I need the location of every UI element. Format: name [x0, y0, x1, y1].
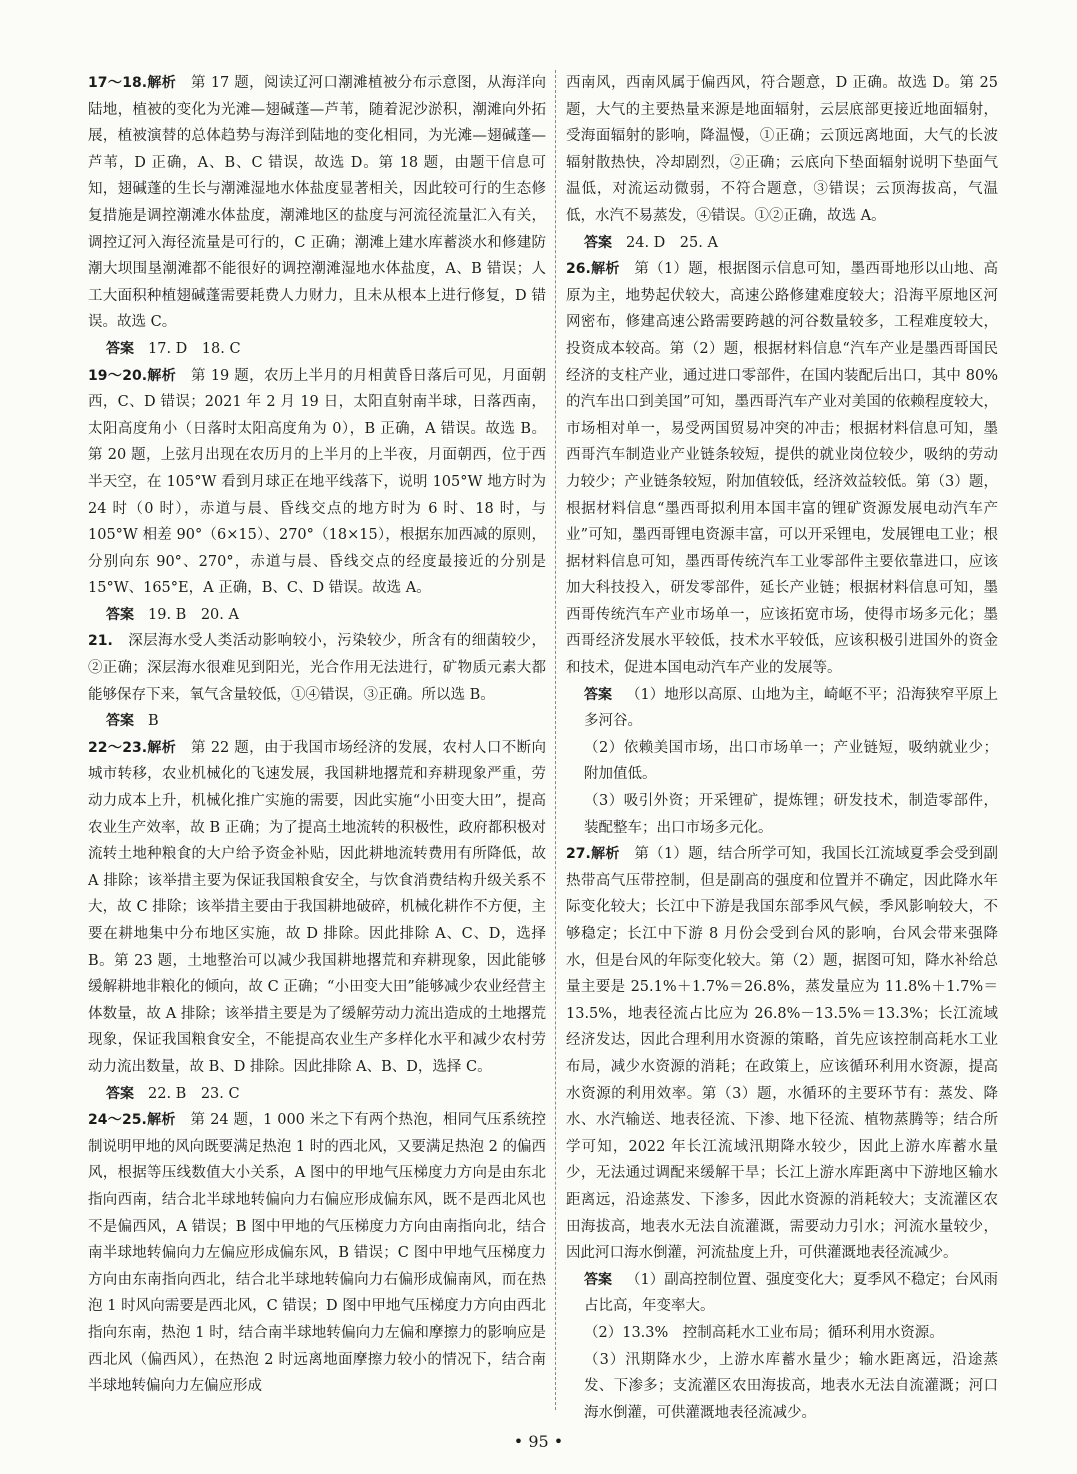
analysis-tag: 解析 [147, 367, 177, 384]
question-number: 24～25. [88, 1112, 147, 1129]
q24-25-continued-block [566, 70, 998, 256]
question-number: 19～20. [88, 367, 148, 384]
analysis-tag: 解析 [590, 261, 620, 278]
q17-18-answer [106, 336, 546, 363]
answer-tag: 答案 [106, 713, 134, 730]
q26-analysis [566, 256, 998, 682]
answer-tag: 答案 [584, 686, 613, 703]
answer-tag: 答案 [584, 234, 612, 251]
question-number: 21. [88, 633, 113, 650]
q26-answer-1 [584, 682, 998, 735]
question-number: 26. [566, 261, 591, 278]
q24-25-analysis [88, 1107, 546, 1400]
q27-answer-1 [584, 1267, 998, 1320]
analysis-text: 第 17 题，阅读辽河口潮滩植被分布示意图，从海洋向陆地，植被的变化为光滩—翅碱蓬—芦苇，随着泥沙淤积，潮滩向外拓展，植被演替的总体趋势与海洋到陆地的变化相同，为光滩—翅碱蓬—芦苇，D 正确，A、B、C 错误，故选 D。第 18 题，由题干信息可知，翅碱蓬的生长与潮滩湿地水体盐度显著相关，因此较可行的生态修复措施是调控潮滩水体盐度，潮滩地区的盐度与河流径流量汇入有关，调控辽河入海径流量是可行的，C 正确；潮滩上建水库蓄淡水和修建防潮大坝围垦潮滩都不能很好的调控潮滩湿地水体盐度，A、B 错误；人工大面积种植翅碱蓬需要耗费人力财力，且未从根本上进行修复，D 错误。故选 C。 [88, 75, 547, 331]
q27-answer-2: （2）13.3% 控制高耗水工业布局；循环利用水资源。 [584, 1324, 944, 1341]
analysis-tag: 解析 [147, 75, 177, 91]
answer-text: （1）副高控制位置、强度变化大；夏季风不稳定；台风雨占比高，年变率大。 [584, 1271, 999, 1315]
q21-analysis [88, 628, 546, 708]
q24-25-block [88, 1107, 546, 1400]
q22-23-analysis [88, 735, 546, 1081]
answer-text: 17. D 18. C [148, 340, 241, 357]
right-column [566, 70, 998, 1426]
q27-answer-3: （3）汛期降水少，上游水库蓄水量少；输水距离远，沿途蒸发、下渗多；支流灌区农田海拔高，地表水无法自流灌溉；河口海水倒灌，可供灌溉地表径流减少。 [584, 1351, 998, 1421]
analysis-text: 第（1）题，根据图示信息可知，墨西哥地形以山地、高原为主，地势起伏较大，高速公路修建难度较大；沿海平原地区河网密布，修建高速公路需要跨越的河谷数量较多，工程难度较大，投资成本较高。第（2）题，根据材料信息“汽车产业是墨西哥国民经济的支柱产业，通过进口零部件，在国内装配后出口，其中 80% 的汽车出口到美国”可知，墨西哥汽车产业对美国的依赖程度较大，市场相对单一，易受两国贸易冲突的冲击；根据材料信息可知，墨西哥汽车制造业产业链条较短，提供的就业岗位较少，吸纳的劳动力较少；产业链条较短，附加值较低，经济效益较低。第（3）题，根据材料信息“墨西哥拟利用本国丰富的锂矿资源发展电动汽车产业”可知，墨西哥锂电资源丰富，可以开采锂电，发展锂电工业；根据材料信息可知，墨西哥传统汽车工业零部件主要依靠进口，应该加大科技投入，研发零部件，延长产业链；根据材料信息可知，墨西哥传统汽车产业市场单一，应该拓宽市场，使得市场多元化；墨西哥经济发展水平较低，技术水平较低，应该积极引进国外的资金和技术，促进本国电动汽车产业的发展等。 [566, 261, 999, 677]
answer-tag: 答案 [106, 340, 134, 357]
analysis-tag: 解析 [147, 739, 177, 756]
q27-block [566, 841, 998, 1426]
analysis-tag: 解析 [146, 1112, 176, 1129]
left-column [88, 70, 546, 1400]
q22-23-block [88, 735, 546, 1107]
q24-25-analysis-continued: 西南风，西南风属于偏西风，符合题意，D 正确。故选 D。第 25 题，大气的主要热量来源是地面辐射，云层底部更接近地面辐射，受海面辐射的影响，降温慢，①正确；云顶远离地面，大气的长波辐射散热快，冷却剧烈，②正确；云底向下垫面辐射说明下垫面气温低，对流运动微弱，不符合题意，③错误；云顶海拔高，气温低，水汽不易蒸发，④错误。①②正确，故选 A。 [566, 75, 998, 224]
analysis-text: 第（1）题，结合所学可知，我国长江流域夏季会受到副热带高气压带控制，但是副高的强度和位置并不确定，因此降水年际变化较大；长江中下游是我国东部季风气候，季风影响较大，不够稳定；长江中下游 8 月份会受到台风的影响，台风会带来强降水，但是台风的年际变化较大。第（2）题，据图可知，降水补给总量主要是 25.1%＋1.7%＝26.8%，蒸发量应为 11.8%＋1.7%＝13.5%，地表径流占比应为 26.8%－13.5%＝13.3%；长江流域经济发达，因此合理利用水资源的策略，首先应该控制高耗水工业布局，减少水资源的消耗；在政策上，应该循环利用水资源，提高水资源的利用效率。第（3）题，水循环的主要环节有：蒸发、降水、水汽输送、地表径流、下渗、地下径流、植物蒸腾等；结合所学可知，2022 年长江流域汛期降水较少，因此上游水库蓄水量少，无法通过调配来缓解干旱；长江上游水库距离中下游地区输水距离远，沿途蒸发、下渗多，因此水资源的消耗较大；支流灌区农田海拔高，地表水无法自流灌溉，需要动力引水；河流水量较少，因此河口海水倒灌，河流盐度上升，可供灌溉地表径流减少。 [566, 846, 999, 1262]
page-number: • 95 • [513, 1432, 564, 1451]
answer-tag: 答案 [106, 606, 134, 623]
analysis-text: 第 19 题，农历上半月的月相黄昏日落后可见，月面朝西，C、D 错误；2021 年 2 月 19 日，太阳直射南半球，日落西南，太阳高度角小（日落时太阳高度角为 0），B 正确，A 错误。故选 B。第 20 题，上弦月出现在农历月的上半月的上半夜，月面朝西，位于西半天空，在 105°W 看到月球正在地平线落下，说明 105°W 地方时为 24 时（0 时），赤道与晨、昏线交点的地方时为 6 时、18 时，与 105°W 相差 90°（6×15）、270°（18×15），根据东加西减的原则，分别向东 90°、270°，赤道与晨、昏线交点的经度最接近的分别是 15°W、165°E，A 正确，B、C、D 错误。故选 A。 [88, 367, 547, 597]
q19-20-block [88, 363, 546, 629]
q21-answer [106, 708, 546, 735]
question-number: 17～18. [88, 75, 148, 91]
answer-text: B [148, 713, 159, 730]
q27-analysis [566, 841, 998, 1267]
q19-20-answer [106, 602, 546, 629]
question-number: 27. [566, 846, 591, 863]
answer-text: 22. B 23. C [148, 1085, 240, 1102]
question-number: 22～23. [88, 739, 148, 756]
analysis-text: 第 24 题，1 000 米之下有两个热泡，相同气压系统控制说明甲地的风向既要满足热泡 1 时的西北风，又要满足热泡 2 的偏西风，根据等压线数值大小关系，A 图中的甲地气压梯度力方向是由东北指向西南，结合北半球地转偏向力右偏应形成偏东风，既不是西北风也不是偏西风，A 错误；B 图中甲地的气压梯度力方向由南指向北，结合南半球地转偏向力左偏应形成偏东风，B 错误；C 图中甲地气压梯度力方向由东南指向西北，结合北半球地转偏向力右偏形成偏南风，而在热泡 1 时风向需要是西北风，C 错误；D 图中甲地气压梯度力方向由西北指向东南，热泡 1 时，结合南半球地转偏向力左偏和摩擦力的影响应是西北风（偏西风），在热泡 2 时远离地面摩擦力较小的情况下，结合南半球地转偏向力左偏应形成 [88, 1112, 547, 1395]
answer-text: 19. B 20. A [148, 606, 239, 623]
analysis-tag: 解析 [590, 846, 620, 863]
answer-tag: 答案 [106, 1085, 134, 1102]
q26-answer-3: （3）吸引外资；开采锂矿，提炼锂；研发技术，制造零部件，装配整车；出口市场多元化。 [584, 793, 998, 836]
answer-text: （1）地形以高原、山地为主，崎岖不平；沿海狭窄平原上多河谷。 [584, 686, 999, 730]
q22-23-answer [106, 1081, 546, 1108]
answer-tag: 答案 [584, 1271, 613, 1288]
q21-block [88, 628, 546, 734]
q26-answer-2: （2）依赖美国市场，出口市场单一；产业链短，吸纳就业少；附加值低。 [584, 739, 998, 783]
analysis-text: 深层海水受人类活动影响较小，污染较少，所含有的细菌较少，②正确；深层海水很难见到阳光，光合作用无法进行，矿物质元素大都能够保存下来，氧气含量较低，①④错误，③正确。所以选 B。 [88, 633, 546, 703]
analysis-text: 第 22 题，由于我国市场经济的发展，农村人口不断向城市转移，农业机械化的飞速发展，我国耕地撂荒和弃耕现象严重，劳动力成本上升，机械化推广实施的需要，因此实施“小田变大田”，提高农业生产效率，故 B 正确；为了提高土地流转的积极性，政府都积极对流转土地种粮食的大户给予资金补贴，因此耕地流转费用有所降低，故 A 排除；该举措主要为保证我国粮食安全，与饮食消费结构升级关系不大，故 C 排除；该举措主要由于我国耕地破碎，机械化耕作不方便，主要在耕地集中分布地区实施，故 D 排除。因此排除 A、C、D，选择 B。第 23 题，土地整治可以减少我国耕地撂荒和弃耕现象，因此能够缓解耕地非粮化的倾向，故 C 正确；“小田变大田”能够减少农业经营主体数量，故 A 排除；该举措主要是为了缓解劳动力流出造成的土地撂荒现象，保证我国粮食安全，不能提高农业生产多样化水平和减少农村劳动力流出数量，故 B、D 排除。因此排除 A、B、D，选择 C。 [88, 739, 547, 1075]
q17-18-analysis [88, 70, 546, 336]
column-divider [555, 70, 556, 1410]
q19-20-analysis [88, 363, 546, 602]
q17-18-block [88, 70, 546, 363]
q24-25-answer [584, 230, 998, 257]
answer-text: 24. D 25. A [626, 234, 718, 251]
q26-block [566, 256, 998, 841]
